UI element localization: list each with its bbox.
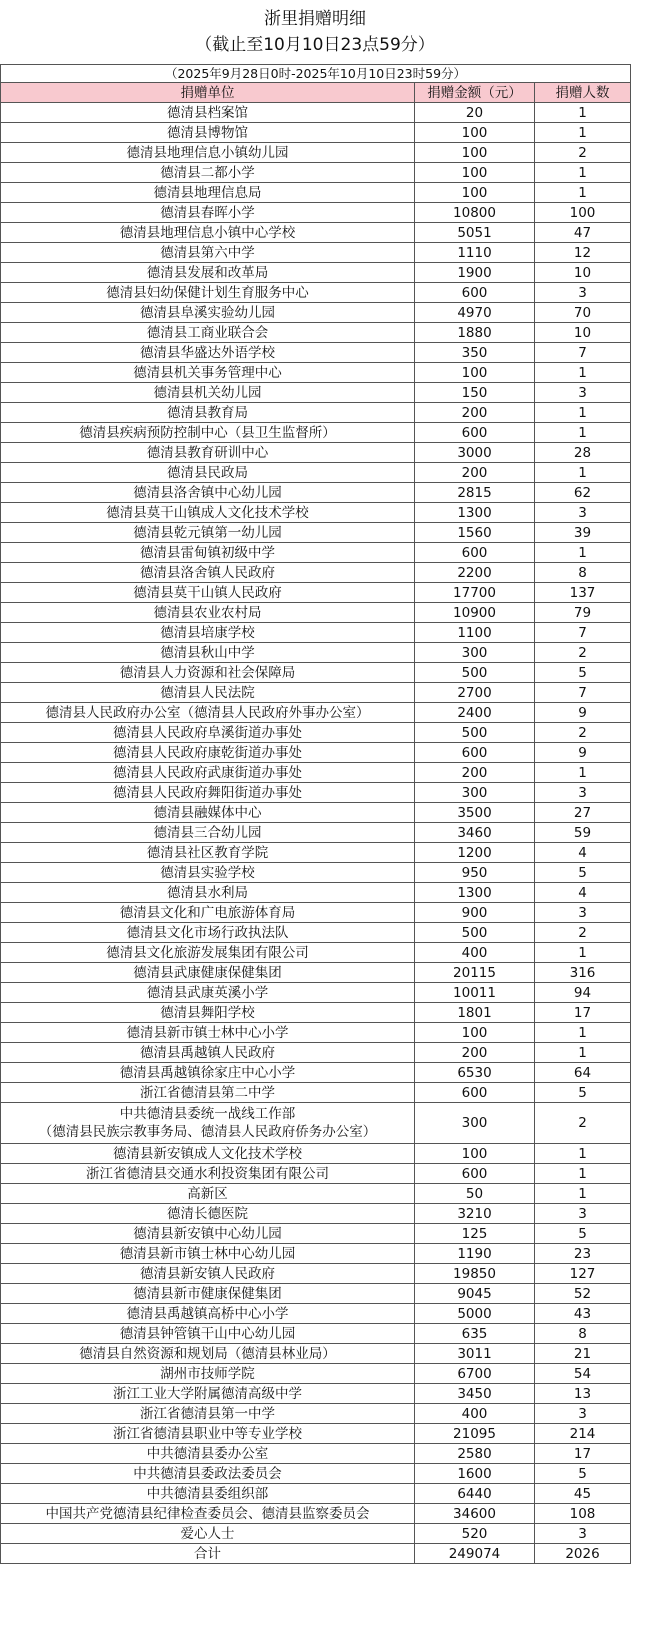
donation-amount: 350 xyxy=(415,343,535,363)
donation-amount: 300 xyxy=(415,783,535,803)
donation-amount: 1200 xyxy=(415,843,535,863)
donation-amount: 100 xyxy=(415,1144,535,1164)
table-row xyxy=(1,1484,631,1504)
table-row xyxy=(1,163,631,183)
table-row xyxy=(1,143,631,163)
table-row xyxy=(1,123,631,143)
table-row xyxy=(1,723,631,743)
donor-name: 德清县文化市场行政执法队 xyxy=(1,923,415,943)
donor-name: 德清县教育研训中心 xyxy=(1,443,415,463)
donor-name: 德清县人民政府办公室（德清县人民政府外事办公室） xyxy=(1,703,415,723)
donor-name: 中共德清县委办公室 xyxy=(1,1444,415,1464)
donor-count: 21 xyxy=(535,1344,631,1364)
donor-name: 德清县秋山中学 xyxy=(1,643,415,663)
table-row xyxy=(1,1464,631,1484)
table-row xyxy=(1,303,631,323)
donor-name: 德清县新市健康保健集团 xyxy=(1,1284,415,1304)
table-row xyxy=(1,523,631,543)
donation-amount: 1110 xyxy=(415,243,535,263)
donation-amount: 20 xyxy=(415,103,535,123)
donor-name: 德清县地理信息小镇中心学校 xyxy=(1,223,415,243)
donor-name: 中共德清县委统一战线工作部 （德清县民族宗教事务局、德清县人民政府侨务办公室） xyxy=(1,1103,415,1144)
donor-count: 10 xyxy=(535,263,631,283)
donor-count: 54 xyxy=(535,1364,631,1384)
table-row xyxy=(1,1264,631,1284)
total-amount: 249074 xyxy=(415,1544,535,1564)
donor-count: 39 xyxy=(535,523,631,543)
donor-count: 1 xyxy=(535,763,631,783)
donor-count: 52 xyxy=(535,1284,631,1304)
page-title: 浙里捐赠明细 xyxy=(264,9,366,29)
donation-amount: 2700 xyxy=(415,683,535,703)
donor-name: 浙江工业大学附属德清高级中学 xyxy=(1,1384,415,1404)
table-row xyxy=(1,203,631,223)
donation-amount: 10800 xyxy=(415,203,535,223)
donor-count: 23 xyxy=(535,1244,631,1264)
donor-name: 德清县水利局 xyxy=(1,883,415,903)
donation-amount: 400 xyxy=(415,943,535,963)
table-row xyxy=(1,1244,631,1264)
donation-amount: 600 xyxy=(415,283,535,303)
table-row xyxy=(1,503,631,523)
donor-name: 德清县文化旅游发展集团有限公司 xyxy=(1,943,415,963)
donor-name: 德清县发展和改革局 xyxy=(1,263,415,283)
table-row xyxy=(1,103,631,123)
donor-count: 3 xyxy=(535,383,631,403)
donor-count: 70 xyxy=(535,303,631,323)
donor-count: 7 xyxy=(535,343,631,363)
table-row xyxy=(1,563,631,583)
donor-count: 2 xyxy=(535,143,631,163)
donation-amount: 125 xyxy=(415,1224,535,1244)
donor-count: 79 xyxy=(535,603,631,623)
donor-count: 1 xyxy=(535,403,631,423)
donation-amount: 10900 xyxy=(415,603,535,623)
table-row xyxy=(1,903,631,923)
table-row xyxy=(1,223,631,243)
donor-count: 1 xyxy=(535,1144,631,1164)
donor-count: 1 xyxy=(535,163,631,183)
table-row xyxy=(1,583,631,603)
table-row xyxy=(1,1083,631,1103)
table-row xyxy=(1,963,631,983)
table-row xyxy=(1,603,631,623)
table-row xyxy=(1,883,631,903)
donor-count: 3 xyxy=(535,1204,631,1224)
donation-amount: 2400 xyxy=(415,703,535,723)
donor-name: 德清县乾元镇第一幼儿园 xyxy=(1,523,415,543)
table-row xyxy=(1,1003,631,1023)
donor-name: 德清县新安镇中心幼儿园 xyxy=(1,1224,415,1244)
donor-count: 5 xyxy=(535,663,631,683)
donor-name: 德清县实验学校 xyxy=(1,863,415,883)
donor-count: 8 xyxy=(535,1324,631,1344)
donor-name: 德清县阜溪实验幼儿园 xyxy=(1,303,415,323)
period-row xyxy=(1,65,631,83)
donor-count: 10 xyxy=(535,323,631,343)
donor-count: 47 xyxy=(535,223,631,243)
table-row xyxy=(1,1404,631,1424)
period-text: （2025年9月28日0时-2025年10月10日23时59分） xyxy=(1,65,631,83)
table-row xyxy=(1,1023,631,1043)
donor-count: 3 xyxy=(535,1404,631,1424)
donor-name: 德清县社区教育学院 xyxy=(1,843,415,863)
donor-count: 9 xyxy=(535,703,631,723)
donor-count: 1 xyxy=(535,423,631,443)
donor-count: 28 xyxy=(535,443,631,463)
donor-count: 1 xyxy=(535,543,631,563)
table-row xyxy=(1,943,631,963)
donor-count: 9 xyxy=(535,743,631,763)
donor-name: 浙江省德清县第二中学 xyxy=(1,1083,415,1103)
table-row xyxy=(1,1344,631,1364)
donor-count: 62 xyxy=(535,483,631,503)
donor-count: 5 xyxy=(535,1464,631,1484)
table-row xyxy=(1,663,631,683)
table-row xyxy=(1,463,631,483)
donor-count: 1 xyxy=(535,1184,631,1204)
donation-amount: 1100 xyxy=(415,623,535,643)
table-row xyxy=(1,283,631,303)
page-subtitle: （截止至10月10日23点59分） xyxy=(195,35,435,55)
donation-amount: 17700 xyxy=(415,583,535,603)
donation-amount: 2815 xyxy=(415,483,535,503)
donor-name: 德清县工商业联合会 xyxy=(1,323,415,343)
donation-amount: 9045 xyxy=(415,1284,535,1304)
donor-name: 德清县博物馆 xyxy=(1,123,415,143)
donation-amount: 520 xyxy=(415,1524,535,1544)
donation-amount: 100 xyxy=(415,143,535,163)
donor-count: 2 xyxy=(535,923,631,943)
total-label: 合计 xyxy=(1,1544,415,1564)
donation-amount: 3000 xyxy=(415,443,535,463)
donor-name: 德清县舞阳学校 xyxy=(1,1003,415,1023)
donation-amount: 6530 xyxy=(415,1063,535,1083)
donor-name: 德清县教育局 xyxy=(1,403,415,423)
donor-count: 1 xyxy=(535,463,631,483)
donor-name: 德清县莫干山镇人民政府 xyxy=(1,583,415,603)
donor-count: 1 xyxy=(535,183,631,203)
donor-count: 3 xyxy=(535,783,631,803)
table-row xyxy=(1,803,631,823)
donor-name: 德清县农业农村局 xyxy=(1,603,415,623)
table-row xyxy=(1,1144,631,1164)
donation-amount: 950 xyxy=(415,863,535,883)
table-row xyxy=(1,1063,631,1083)
table-row xyxy=(1,243,631,263)
donor-count: 1 xyxy=(535,1043,631,1063)
donation-amount: 20115 xyxy=(415,963,535,983)
donation-amount: 21095 xyxy=(415,1424,535,1444)
table-row xyxy=(1,1103,631,1144)
donor-name: 德清县机关幼儿园 xyxy=(1,383,415,403)
donor-name: 湖州市技师学院 xyxy=(1,1364,415,1384)
donation-amount: 1900 xyxy=(415,263,535,283)
table-row xyxy=(1,383,631,403)
donor-name: 浙江省德清县交通水利投资集团有限公司 xyxy=(1,1164,415,1184)
donation-amount: 3011 xyxy=(415,1344,535,1364)
donor-name: 德清县第六中学 xyxy=(1,243,415,263)
table-row xyxy=(1,1043,631,1063)
donor-count: 1 xyxy=(535,363,631,383)
donation-amount: 1600 xyxy=(415,1464,535,1484)
donor-count: 8 xyxy=(535,563,631,583)
donation-amount: 600 xyxy=(415,543,535,563)
donation-amount: 600 xyxy=(415,743,535,763)
donation-amount: 6440 xyxy=(415,1484,535,1504)
table-row xyxy=(1,1524,631,1544)
donation-amount: 500 xyxy=(415,723,535,743)
table-row xyxy=(1,423,631,443)
donation-amount: 200 xyxy=(415,763,535,783)
donation-amount: 600 xyxy=(415,1083,535,1103)
donation-amount: 200 xyxy=(415,403,535,423)
donor-count: 1 xyxy=(535,943,631,963)
donor-name: 德清县人民法院 xyxy=(1,683,415,703)
donor-name: 德清县档案馆 xyxy=(1,103,415,123)
donor-name: 德清县地理信息局 xyxy=(1,183,415,203)
donor-name: 德清县人民政府阜溪街道办事处 xyxy=(1,723,415,743)
table-row xyxy=(1,843,631,863)
table-row xyxy=(1,323,631,343)
table-row xyxy=(1,623,631,643)
donation-amount: 100 xyxy=(415,163,535,183)
table-row xyxy=(1,1324,631,1344)
table-row xyxy=(1,403,631,423)
donor-count: 1 xyxy=(535,1023,631,1043)
donation-amount: 100 xyxy=(415,363,535,383)
table-row xyxy=(1,923,631,943)
donor-name: 德清县禹越镇徐家庄中心小学 xyxy=(1,1063,415,1083)
donor-count: 17 xyxy=(535,1003,631,1023)
table-row xyxy=(1,823,631,843)
donor-name: 德清县人力资源和社会保障局 xyxy=(1,663,415,683)
donor-name: 中共德清县委政法委员会 xyxy=(1,1464,415,1484)
table-row xyxy=(1,1304,631,1324)
donor-count: 5 xyxy=(535,1083,631,1103)
header-amount: 捐赠金额（元） xyxy=(415,83,535,103)
total-count: 2026 xyxy=(535,1544,631,1564)
header-row xyxy=(1,83,631,103)
table-row xyxy=(1,1184,631,1204)
donor-count: 59 xyxy=(535,823,631,843)
donor-name: 德清县地理信息小镇幼儿园 xyxy=(1,143,415,163)
donor-count: 3 xyxy=(535,283,631,303)
donation-amount: 5000 xyxy=(415,1304,535,1324)
donation-amount: 10011 xyxy=(415,983,535,1003)
donor-count: 1 xyxy=(535,1164,631,1184)
table-row xyxy=(1,1164,631,1184)
donor-count: 4 xyxy=(535,843,631,863)
donation-amount: 1300 xyxy=(415,883,535,903)
donor-count: 100 xyxy=(535,203,631,223)
table-row xyxy=(1,1224,631,1244)
donor-count: 3 xyxy=(535,1524,631,1544)
donor-name: 德清县机关事务管理中心 xyxy=(1,363,415,383)
donation-amount: 2200 xyxy=(415,563,535,583)
donation-amount: 4970 xyxy=(415,303,535,323)
donor-count: 43 xyxy=(535,1304,631,1324)
donor-name: 德清县雷甸镇初级中学 xyxy=(1,543,415,563)
donor-name: 德清县疾病预防控制中心（县卫生监督所） xyxy=(1,423,415,443)
donation-amount: 1880 xyxy=(415,323,535,343)
donor-name: 德清县人民政府康乾街道办事处 xyxy=(1,743,415,763)
donor-name: 高新区 xyxy=(1,1184,415,1204)
donation-amount: 900 xyxy=(415,903,535,923)
donor-name: 德清县培康学校 xyxy=(1,623,415,643)
donor-name: 德清县洛舍镇中心幼儿园 xyxy=(1,483,415,503)
table-row xyxy=(1,643,631,663)
donor-name: 德清县人民政府武康街道办事处 xyxy=(1,763,415,783)
donor-count: 3 xyxy=(535,503,631,523)
donor-count: 137 xyxy=(535,583,631,603)
table-row xyxy=(1,1384,631,1404)
table-row xyxy=(1,783,631,803)
donation-amount: 150 xyxy=(415,383,535,403)
donor-name: 德清县华盛达外语学校 xyxy=(1,343,415,363)
donor-count: 4 xyxy=(535,883,631,903)
donation-amount: 50 xyxy=(415,1184,535,1204)
donor-name: 德清县禹越镇人民政府 xyxy=(1,1043,415,1063)
table-row xyxy=(1,483,631,503)
donation-amount: 300 xyxy=(415,1103,535,1144)
donor-name: 德清长德医院 xyxy=(1,1204,415,1224)
donation-amount: 600 xyxy=(415,423,535,443)
donor-name: 中共德清县委组织部 xyxy=(1,1484,415,1504)
donor-count: 2 xyxy=(535,643,631,663)
donor-name: 德清县钟管镇干山中心幼儿园 xyxy=(1,1324,415,1344)
table-row xyxy=(1,543,631,563)
table-row xyxy=(1,1364,631,1384)
donation-amount: 500 xyxy=(415,923,535,943)
donor-name: 德清县禹越镇高桥中心小学 xyxy=(1,1304,415,1324)
donor-name: 德清县新市镇士林中心幼儿园 xyxy=(1,1244,415,1264)
donor-name: 德清县二都小学 xyxy=(1,163,415,183)
donation-table xyxy=(0,64,631,1564)
donor-name: 德清县武康英溪小学 xyxy=(1,983,415,1003)
total-row xyxy=(1,1544,631,1564)
donor-count: 13 xyxy=(535,1384,631,1404)
donor-count: 7 xyxy=(535,683,631,703)
donor-count: 214 xyxy=(535,1424,631,1444)
donor-name: 浙江省德清县职业中等专业学校 xyxy=(1,1424,415,1444)
donation-amount: 34600 xyxy=(415,1504,535,1524)
table-row xyxy=(1,263,631,283)
table-row xyxy=(1,443,631,463)
table-row xyxy=(1,863,631,883)
donation-amount: 19850 xyxy=(415,1264,535,1284)
title-block xyxy=(0,0,630,64)
donor-count: 17 xyxy=(535,1444,631,1464)
donor-count: 45 xyxy=(535,1484,631,1504)
donation-amount: 400 xyxy=(415,1404,535,1424)
table-row xyxy=(1,183,631,203)
donor-count: 94 xyxy=(535,983,631,1003)
donor-count: 108 xyxy=(535,1504,631,1524)
header-unit: 捐赠单位 xyxy=(1,83,415,103)
donation-amount: 6700 xyxy=(415,1364,535,1384)
donation-amount: 1560 xyxy=(415,523,535,543)
donor-name: 德清县人民政府舞阳街道办事处 xyxy=(1,783,415,803)
donor-count: 1 xyxy=(535,123,631,143)
donor-name: 德清县融媒体中心 xyxy=(1,803,415,823)
donor-name: 德清县春晖小学 xyxy=(1,203,415,223)
donation-amount: 3500 xyxy=(415,803,535,823)
table-row xyxy=(1,743,631,763)
donor-count: 1 xyxy=(535,103,631,123)
donor-count: 316 xyxy=(535,963,631,983)
table-row xyxy=(1,1204,631,1224)
donor-count: 27 xyxy=(535,803,631,823)
donor-count: 64 xyxy=(535,1063,631,1083)
donor-name: 德清县三合幼儿园 xyxy=(1,823,415,843)
donor-name: 德清县自然资源和规划局（德清县林业局） xyxy=(1,1344,415,1364)
donor-name: 中国共产党德清县纪律检查委员会、德清县监察委员会 xyxy=(1,1504,415,1524)
donor-name: 德清县妇幼保健计划生育服务中心 xyxy=(1,283,415,303)
donation-amount: 100 xyxy=(415,123,535,143)
donor-name: 德清县武康健康保健集团 xyxy=(1,963,415,983)
donation-amount: 100 xyxy=(415,183,535,203)
donor-count: 5 xyxy=(535,1224,631,1244)
donor-name: 德清县莫干山镇成人文化技术学校 xyxy=(1,503,415,523)
donation-amount: 600 xyxy=(415,1164,535,1184)
donor-count: 5 xyxy=(535,863,631,883)
donation-amount: 2580 xyxy=(415,1444,535,1464)
table-row xyxy=(1,1504,631,1524)
donor-name: 浙江省德清县第一中学 xyxy=(1,1404,415,1424)
donation-amount: 3460 xyxy=(415,823,535,843)
donation-amount: 300 xyxy=(415,643,535,663)
donation-amount: 100 xyxy=(415,1023,535,1043)
table-row xyxy=(1,343,631,363)
donor-name: 德清县洛舍镇人民政府 xyxy=(1,563,415,583)
table-row xyxy=(1,983,631,1003)
table-row xyxy=(1,683,631,703)
donor-name: 爱心人士 xyxy=(1,1524,415,1544)
donation-amount: 5051 xyxy=(415,223,535,243)
donor-name: 德清县民政局 xyxy=(1,463,415,483)
table-row xyxy=(1,1444,631,1464)
donor-count: 2 xyxy=(535,723,631,743)
donor-count: 127 xyxy=(535,1264,631,1284)
donation-amount: 635 xyxy=(415,1324,535,1344)
table-row xyxy=(1,363,631,383)
table-row xyxy=(1,1424,631,1444)
donation-amount: 1190 xyxy=(415,1244,535,1264)
header-count: 捐赠人数 xyxy=(535,83,631,103)
table-row xyxy=(1,1284,631,1304)
donation-amount: 3450 xyxy=(415,1384,535,1404)
donor-name: 德清县文化和广电旅游体育局 xyxy=(1,903,415,923)
donation-amount: 500 xyxy=(415,663,535,683)
donor-name: 德清县新安镇成人文化技术学校 xyxy=(1,1144,415,1164)
donor-name: 德清县新市镇士林中心小学 xyxy=(1,1023,415,1043)
table-row xyxy=(1,763,631,783)
donation-amount: 1801 xyxy=(415,1003,535,1023)
donor-count: 12 xyxy=(535,243,631,263)
donation-amount: 200 xyxy=(415,463,535,483)
donor-count: 2 xyxy=(535,1103,631,1144)
donation-amount: 3210 xyxy=(415,1204,535,1224)
table-row xyxy=(1,703,631,723)
donation-amount: 200 xyxy=(415,1043,535,1063)
donor-count: 7 xyxy=(535,623,631,643)
donation-amount: 1300 xyxy=(415,503,535,523)
donor-count: 3 xyxy=(535,903,631,923)
donor-name: 德清县新安镇人民政府 xyxy=(1,1264,415,1284)
